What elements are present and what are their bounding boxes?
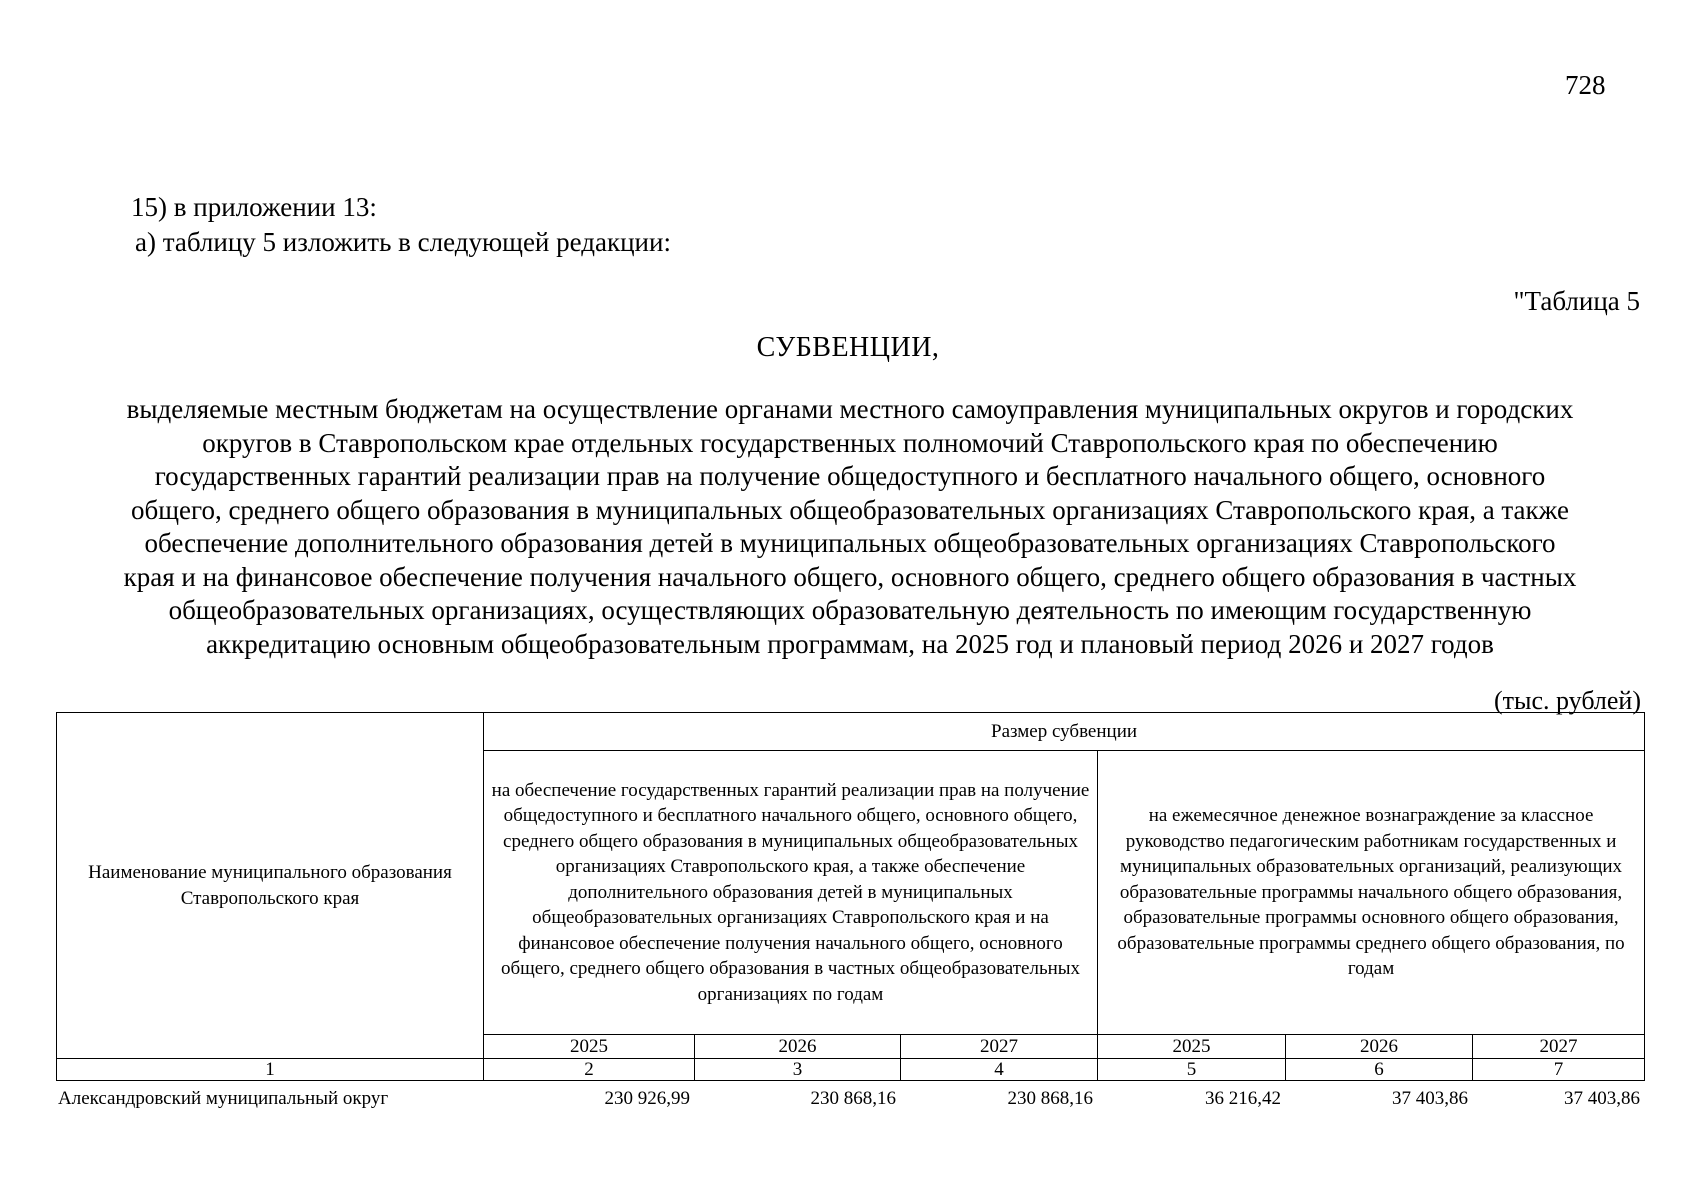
table-row — [56, 1088, 1644, 1110]
column-number: 2 — [484, 1059, 695, 1081]
subtitle-line: аккредитацию основным общеобразовательным программам, на 2025 год и плановый период 2026 и 2027 годов — [206, 628, 1494, 659]
municipality-name-header: Наименование муниципального образования Ставропольского края — [57, 713, 484, 1059]
table-label: "Таблица 5 — [1513, 286, 1640, 316]
column-number: 5 — [1098, 1059, 1286, 1081]
subsidy-size-header: Размер субвенции — [484, 713, 1645, 751]
subtitle-line: государственных гарантий реализации прав на получение общедоступного и бесплатного начального общего, основного — [154, 461, 1546, 491]
value-cell: 230 868,16 — [810, 1088, 896, 1109]
year-header: 2025 — [1098, 1035, 1286, 1059]
year-header: 2026 — [695, 1035, 901, 1059]
value-cell: 37 403,86 — [1392, 1088, 1468, 1109]
units-note: (тыс. рублей) — [1493, 686, 1641, 715]
year-header: 2026 — [1286, 1035, 1473, 1059]
year-header: 2025 — [484, 1035, 695, 1059]
value-cell: 37 403,86 — [1564, 1088, 1640, 1109]
column-number: 3 — [695, 1059, 901, 1081]
document-title: СУБВЕНЦИИ, — [756, 332, 940, 363]
class-management-group-header: на ежемесячное денежное вознаграждение за классное руководство педагогическим работникам государственных и муниципальных образовательных организаций, реализующих образовательные программы начального общего образования, образовательные программы основного общего образования, образовательные программы среднего общего образования, по годам — [1098, 751, 1645, 1035]
municipality-name: Александровский муниципальный округ — [58, 1088, 389, 1109]
subtitle-line: выделяемые местным бюджетам на осуществление органами местного самоуправления муниципальных округов и городских — [126, 394, 1574, 424]
subsidy-table-body — [56, 1088, 1644, 1110]
page-number: 728 — [1565, 70, 1606, 100]
year-header: 2027 — [901, 1035, 1098, 1059]
value-cell: 230 868,16 — [1007, 1088, 1093, 1109]
subtitle-line: округов в Ставропольском крае отдельных государственных полномочий Ставропольского края по обеспечению — [202, 427, 1498, 458]
column-number: 4 — [901, 1059, 1098, 1081]
subsidy-table-header — [56, 712, 1645, 1081]
document-subtitle — [55, 393, 1645, 661]
column-number: 6 — [1286, 1059, 1473, 1081]
subtitle-line: общеобразовательных организациях, осуществляющих образовательную деятельность по имеющим государственную — [168, 595, 1532, 625]
amendment-clause: 15) в приложении 13: — [131, 192, 377, 222]
subtitle-line: края и на финансовое обеспечение получения начального общего, основного общего, среднего общего образования в частных — [123, 561, 1577, 592]
amendment-subclause: а) таблицу 5 изложить в следующей редакции: — [135, 227, 671, 257]
value-cell: 230 926,99 — [604, 1088, 690, 1109]
value-cell: 36 216,42 — [1205, 1088, 1281, 1109]
subtitle-line: общего, среднего общего образования в муниципальных общеобразовательных организациях Ставропольского края, а также — [131, 494, 1569, 525]
column-number: 1 — [57, 1059, 484, 1081]
year-header: 2027 — [1473, 1035, 1645, 1059]
column-number: 7 — [1473, 1059, 1645, 1081]
subtitle-line: обеспечение дополнительного образования детей в муниципальных общеобразовательных организациях Ставропольского — [144, 528, 1556, 558]
state-guarantees-group-header: на обеспечение государственных гарантий реализации прав на получение общедоступного и бесплатного начального общего, основного общего, среднего общего образования в муниципальных общеобразовательных организациях Ставропольского края, а также обеспечение дополнительного образования детей в муниципальных общеобразовательных организациях Ставропольского края и на финансовое обеспечение получения начального общего, основного общего, среднего общего образования в частных общеобразовательных организациях по годам — [484, 751, 1098, 1035]
